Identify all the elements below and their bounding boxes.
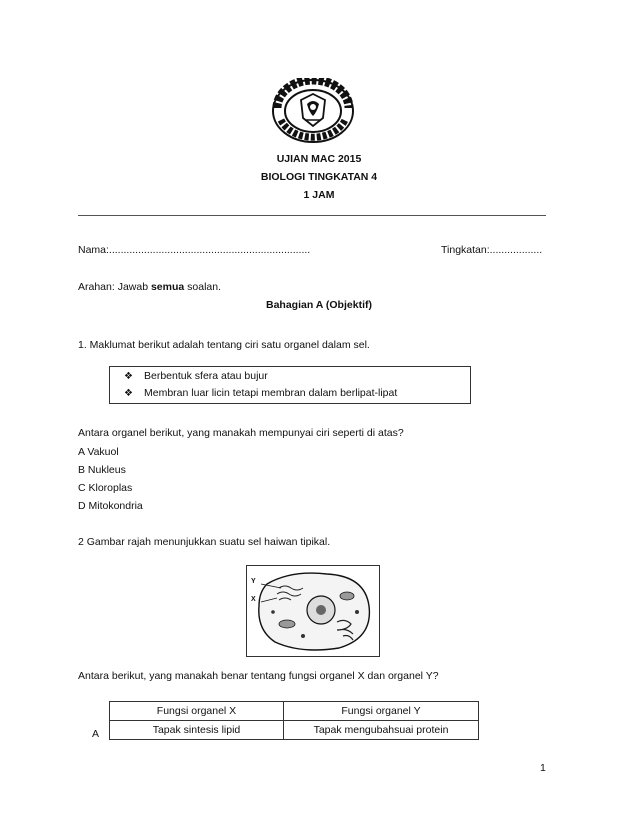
table-header-y: Fungsi organel Y xyxy=(284,702,479,721)
table-header-x: Fungsi organel X xyxy=(110,702,284,721)
exam-subject: BIOLOGI TINGKATAN 4 xyxy=(260,171,378,183)
q1-info-box xyxy=(109,366,471,404)
table-row xyxy=(110,721,479,740)
row-a-letter: A xyxy=(92,728,100,740)
exam-duration: 1 JAM xyxy=(303,189,335,201)
header-divider xyxy=(78,215,546,216)
animal-cell-drawing xyxy=(247,566,379,656)
animal-cell-diagram xyxy=(246,565,380,657)
q1-option-b: B Nukleus xyxy=(78,464,126,476)
name-field-label: Nama:..................................................................... xyxy=(78,244,311,256)
row-a-x: Tapak sintesis lipid xyxy=(110,721,284,740)
diamond-bullet-icon: ❖ xyxy=(124,371,133,382)
exam-title: UJIAN MAC 2015 xyxy=(276,153,362,165)
label-x: X xyxy=(251,596,256,603)
q2-options-table xyxy=(109,701,479,740)
q1-bullet-2-text: Membran luar licin tetapi membran dalam berlipat-lipat xyxy=(144,387,398,399)
q1-bullet-1 xyxy=(124,370,268,382)
page-number: 1 xyxy=(540,762,546,774)
q1-bullet-2 xyxy=(124,387,397,399)
instruction-emphasis: semua xyxy=(150,281,185,293)
form-field-label: Tingkatan:.................. xyxy=(441,244,543,256)
school-crest-logo xyxy=(271,78,355,144)
section-title: Bahagian A (Objektif) xyxy=(266,299,372,311)
q1-option-d: D Mitokondria xyxy=(78,500,143,512)
q2-stem: 2 Gambar rajah menunjukkan suatu sel haiwan tipikal. xyxy=(78,536,331,548)
q1-option-c: C Kloroplas xyxy=(78,482,133,494)
instruction-suffix: soalan. xyxy=(184,281,222,293)
q2-question: Antara berikut, yang manakah benar tentang fungsi organel X dan organel Y? xyxy=(78,670,439,682)
label-y: Y xyxy=(251,578,256,585)
row-a-y: Tapak mengubahsuai protein xyxy=(284,721,479,740)
q1-bullet-1-text: Berbentuk sfera atau bujur xyxy=(144,370,268,382)
instruction-prefix: Arahan: Jawab xyxy=(78,281,151,293)
table-header-row xyxy=(110,702,479,721)
q1-question: Antara organel berikut, yang manakah mempunyai ciri seperti di atas? xyxy=(78,427,404,439)
diamond-bullet-icon: ❖ xyxy=(124,388,133,399)
q1-stem: 1. Maklumat berikut adalah tentang ciri satu organel dalam sel. xyxy=(78,339,370,351)
q1-option-a: A Vakuol xyxy=(78,446,119,458)
instruction-text xyxy=(78,281,221,293)
